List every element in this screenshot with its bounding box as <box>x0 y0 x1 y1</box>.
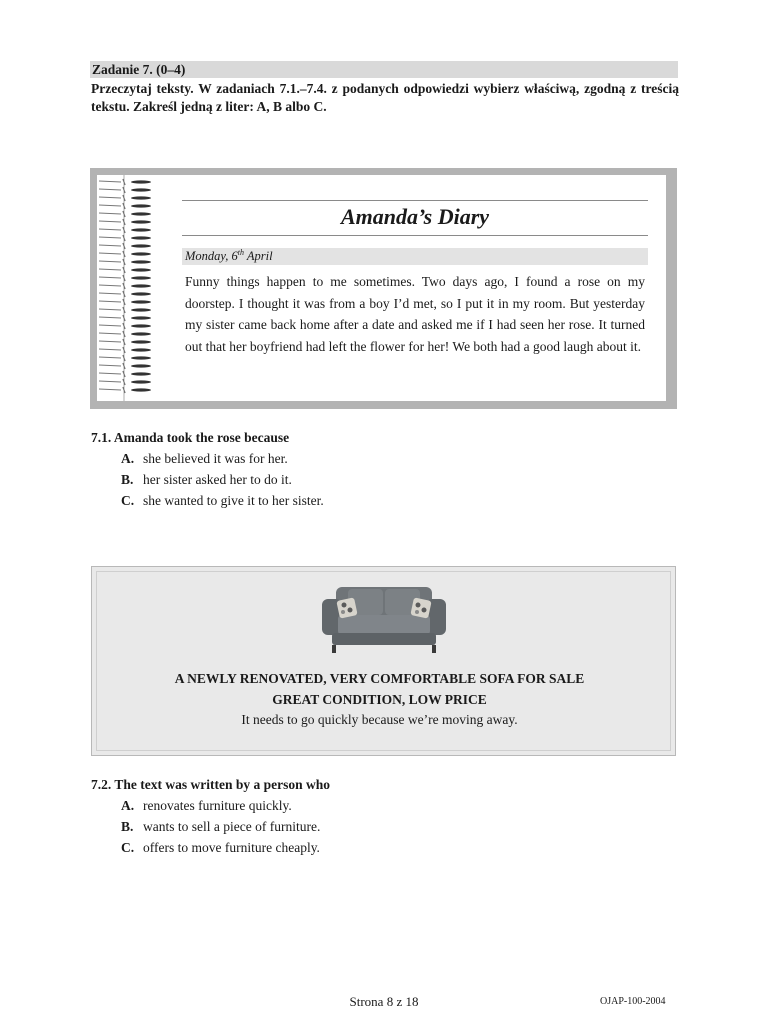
task-header: Zadanie 7. (0–4) <box>90 61 678 78</box>
question-stem: 7.1. Amanda took the rose because <box>91 430 290 445</box>
option-text: her sister asked her to do it. <box>143 472 292 487</box>
diary-rule-top <box>182 200 648 201</box>
ad-subheadline: GREAT CONDITION, LOW PRICE <box>272 692 487 707</box>
diary-date: Monday, 6th April <box>182 248 648 265</box>
spiral-binding-icon <box>97 175 157 401</box>
exam-code: OJAP-100-2004 <box>600 996 666 1007</box>
question-7-1 <box>91 427 651 511</box>
option-letter: C. <box>121 840 135 855</box>
diary-box <box>90 168 677 409</box>
option-letter: C. <box>121 493 135 508</box>
option-b[interactable] <box>91 469 651 490</box>
option-letter: B. <box>121 472 134 487</box>
sofa-image <box>318 585 450 655</box>
diary-title: Amanda’s Diary <box>340 204 490 229</box>
ad-note: It needs to go quickly because we’re moving away. <box>241 712 518 727</box>
diary-text: Funny things happen to me sometimes. Two days ago, I found a rose on my doorstep. I thought it was from a boy I’d met, so I put it in my room. But yesterday my sister came back home after a date and asked me if I had seen her rose. It turned out that her boyfriend had left the flower for her! We both had a good laugh about it. <box>185 274 645 354</box>
question-stem: 7.2. The text was written by a person who <box>91 777 330 792</box>
option-c[interactable] <box>91 490 651 511</box>
option-text: she wanted to give it to her sister. <box>143 493 324 508</box>
task-instructions: Przeczytaj teksty. W zadaniach 7.1.–7.4. z podanych odpowiedzi wybierz właściwą, zgodną z treścią tekstu. Zakreśl jedną z liter: A, B albo C. <box>91 81 679 114</box>
diary-page <box>97 175 666 401</box>
option-text: renovates furniture quickly. <box>143 798 292 813</box>
option-letter: A. <box>121 451 135 466</box>
option-text: she believed it was for her. <box>143 451 288 466</box>
page-number: Strona 8 z 18 <box>349 994 419 1009</box>
option-a[interactable] <box>91 795 651 816</box>
option-letter: B. <box>121 819 134 834</box>
sofa-ad-box <box>91 566 676 756</box>
option-b[interactable] <box>91 816 651 837</box>
option-a[interactable] <box>91 448 651 469</box>
option-letter: A. <box>121 798 135 813</box>
diary-rule-bottom <box>182 235 648 236</box>
ad-headline: A NEWLY RENOVATED, VERY COMFORTABLE SOFA FOR SALE <box>174 671 585 686</box>
question-7-2 <box>91 774 651 858</box>
option-text: wants to sell a piece of furniture. <box>143 819 321 834</box>
option-c[interactable] <box>91 837 651 858</box>
option-text: offers to move furniture cheaply. <box>143 840 320 855</box>
